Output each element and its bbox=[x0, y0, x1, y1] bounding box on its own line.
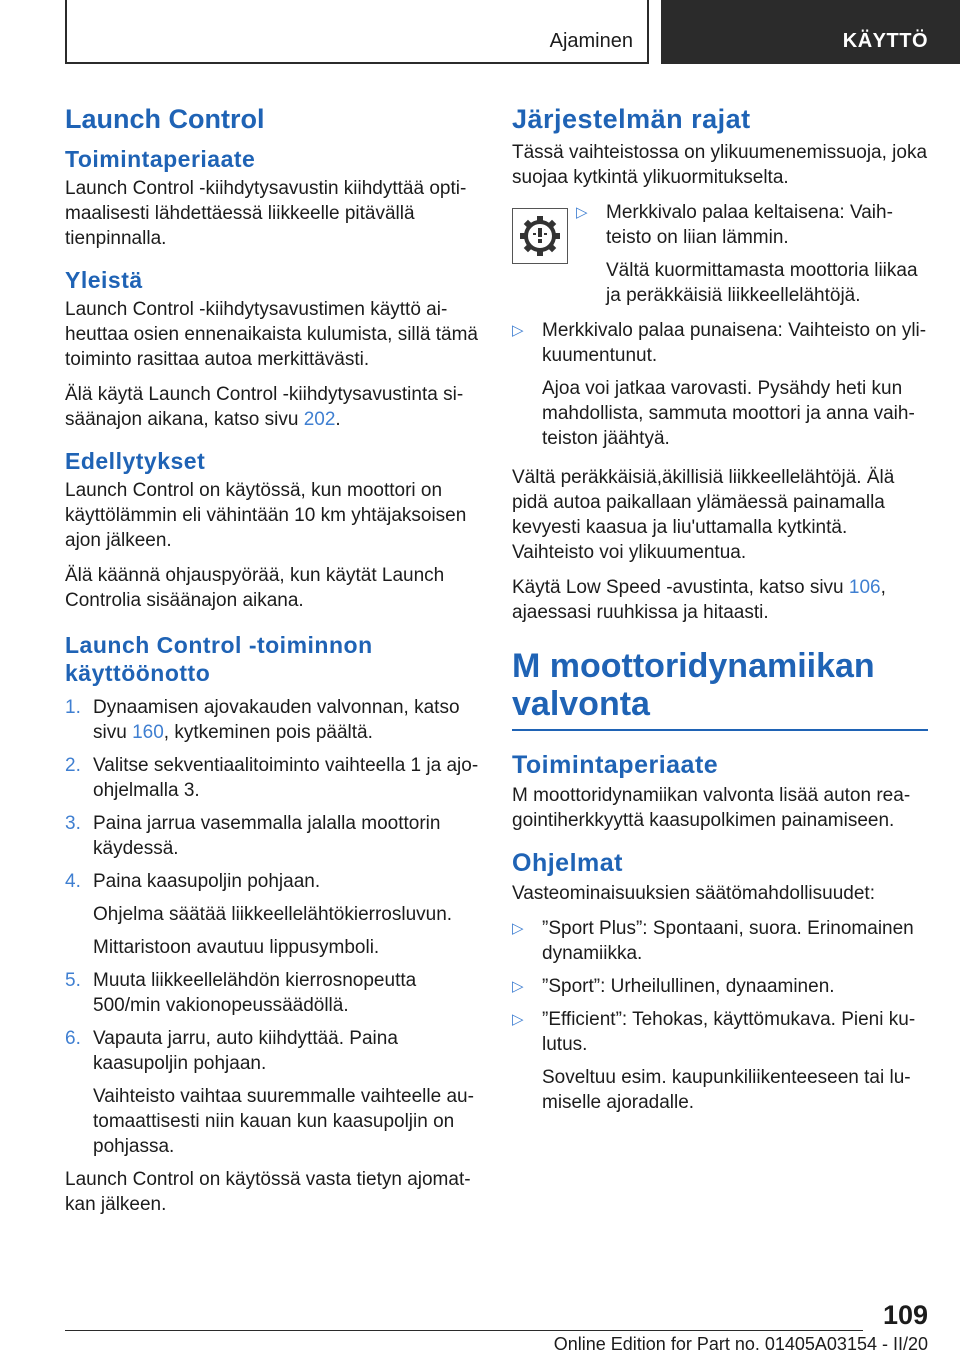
m-dynamics-title: M moottoridynamiikan valvonta bbox=[512, 647, 928, 731]
closing-text: Launch Control on käytössä vasta tietyn ajomatkan jälkeen. bbox=[65, 1169, 471, 1215]
step-4: 4. Paina kaasupoljin pohjaan. bbox=[65, 871, 321, 892]
warning-block bbox=[512, 200, 928, 308]
program-efficient-note: Soveltuu esim. kaupunkiliikenteeseen tai lumiselle ajoradalle. bbox=[542, 1067, 911, 1113]
program-sport-plus: ▷ ”Sport Plus”: Spontaani, suora. Erinomainen dynamiikka. bbox=[512, 918, 914, 964]
program-sport: ▷ ”Sport”: Urheilullinen, dynaaminen. bbox=[512, 976, 835, 997]
triangle-bullet-icon: ▷ bbox=[512, 978, 524, 995]
gear-warning-icon bbox=[512, 208, 568, 264]
programs-heading: Ohjelmat bbox=[512, 849, 623, 877]
triangle-bullet-icon: ▷ bbox=[512, 1011, 524, 1028]
launch-control-title: Launch Control bbox=[65, 104, 265, 134]
step-6: 6. Vapauta jarru, auto kiihdyttää. Paina kaasupoljin pohjaan. bbox=[65, 1028, 398, 1074]
step-number: 6. bbox=[65, 1028, 81, 1049]
general-text-2: Älä käytä Launch Control -kiihdytysavustinta sisäänajon aikana, katso sivu 202. bbox=[65, 384, 464, 430]
left-column bbox=[65, 100, 481, 1217]
m-principle-text: M moottoridynamiikan valvonta lisää auton reagointiherkkyyttä kaasupolkimen painamiseen. bbox=[512, 785, 911, 831]
usage-heading: Launch Control -toiminnon käyttöönotto bbox=[65, 632, 373, 686]
triangle-bullet-icon: ▷ bbox=[512, 920, 524, 937]
right-column bbox=[512, 100, 928, 1123]
limits-text: Tässä vaihteistossa on ylikuumenemissuoja, joka suojaa kytkintä ylikuormitukselta. bbox=[512, 142, 928, 188]
warning-bullet-red-note: Ajoa voi jatkaa varovasti. Pysähdy heti kun mahdollista, sammuta moottori ja anna vaihteiston jäähtyä. bbox=[542, 378, 915, 449]
page-number: 109 bbox=[882, 1300, 928, 1330]
warning-bullet-yellow-note: Vältä kuormittamasta moottoria liikaa ja peräkkäisiä liikkeellelähtöjä. bbox=[606, 260, 918, 306]
step-number: 1. bbox=[65, 697, 81, 718]
principle-text: Launch Control -kiihdytysavustin kiihdyttää optimaalisesti lähdettäessä liikkeelle pitävällä tienpinnalla. bbox=[65, 178, 467, 249]
header-chapter-title: KÄYTTÖ bbox=[842, 30, 928, 52]
page-link-160[interactable]: 160 bbox=[132, 722, 164, 743]
step-number: 3. bbox=[65, 813, 81, 834]
programs-text: Vasteominaisuuksien säätömahdollisuudet: bbox=[512, 883, 875, 904]
warning-bullet-red: ▷ Merkkivalo palaa punaisena: Vaihteisto on ylikuumentunut. bbox=[512, 320, 927, 366]
requirements-heading: Edellytykset bbox=[65, 448, 206, 474]
step-5: 5. Muuta liikkeellelähdön kierrosnopeutta 500/min vakionopeussäädöllä. bbox=[65, 970, 417, 1016]
page-link-202[interactable]: 202 bbox=[303, 409, 336, 430]
step-number: 4. bbox=[65, 871, 81, 892]
footer-divider bbox=[65, 1330, 863, 1331]
header-section-box bbox=[65, 0, 649, 64]
general-text: Launch Control -kiihdytysavustimen käyttö aiheuttaa osien ennenaikaista kulumista, sillä tämä toiminto rasittaa autoa merkittävästi. bbox=[65, 299, 478, 370]
edition-text: Online Edition for Part no. 01405A03154 - II/20 bbox=[553, 1334, 928, 1354]
triangle-bullet-icon: ▷ bbox=[576, 204, 588, 221]
principle-heading: Toimintaperiaate bbox=[65, 146, 256, 172]
step-4-note-2: Mittaristoon avautuu lippusymboli. bbox=[93, 937, 380, 958]
limits-text-2: Vältä peräkkäisiä,äkillisiä liikkeellelähtöjä. Älä pidä autoa paikallaan ylämäessä painamalla kevyesti kaasua ja liu'uttamalla kytkintä. Vaihteisto voi ylikuumentua. bbox=[512, 467, 895, 563]
step-1: 1. Dynaamisen ajovakauden valvonnan, katso sivu 160, kytkeminen pois päältä. bbox=[65, 697, 460, 743]
m-principle-heading: Toimintaperiaate bbox=[512, 751, 719, 779]
step-6-note: Vaihteisto vaihtaa suuremmalle vaihteelle automaattisesti niin kauan kun kaasupoljin on pohjassa. bbox=[93, 1086, 474, 1157]
step-number: 5. bbox=[65, 970, 81, 991]
step-4-note-1: Ohjelma säätää liikkeellelähtökierrosluvun. bbox=[93, 904, 453, 925]
step-2: 2. Valitse sekventiaalitoiminto vaihteella 1 ja ajoohjelmalla 3. bbox=[65, 755, 479, 801]
program-efficient: ▷ ”Efficient”: Tehokas, käyttömukava. Pieni kulutus. bbox=[512, 1009, 916, 1055]
step-3: 3. Paina jarrua vasemmalla jalalla moottorin käydessä. bbox=[65, 813, 441, 859]
header-section-title: Ajaminen bbox=[549, 30, 633, 52]
triangle-bullet-icon: ▷ bbox=[512, 322, 524, 339]
requirements-text: Launch Control on käytössä, kun moottori on käyttölämmin eli vähintään 10 km yhtäjaksoisen ajon jälkeen. bbox=[65, 480, 467, 551]
warning-bullet-yellow: ▷ Merkkivalo palaa keltaisena: Vaihteisto on liian lämmin. bbox=[576, 202, 893, 248]
general-heading: Yleistä bbox=[65, 267, 143, 293]
limits-text-3: Käytä Low Speed -avustinta, katso sivu 106, ajaessasi ruuhkissa ja hitaasti. bbox=[512, 577, 886, 623]
step-number: 2. bbox=[65, 755, 81, 776]
header-chapter-tab bbox=[661, 0, 960, 64]
limits-heading: Järjestelmän rajat bbox=[512, 104, 751, 134]
page-link-106[interactable]: 106 bbox=[848, 577, 881, 598]
requirements-text-2: Älä käännä ohjauspyörää, kun käytät Launch Controlia sisäänajon aikana. bbox=[65, 565, 445, 611]
